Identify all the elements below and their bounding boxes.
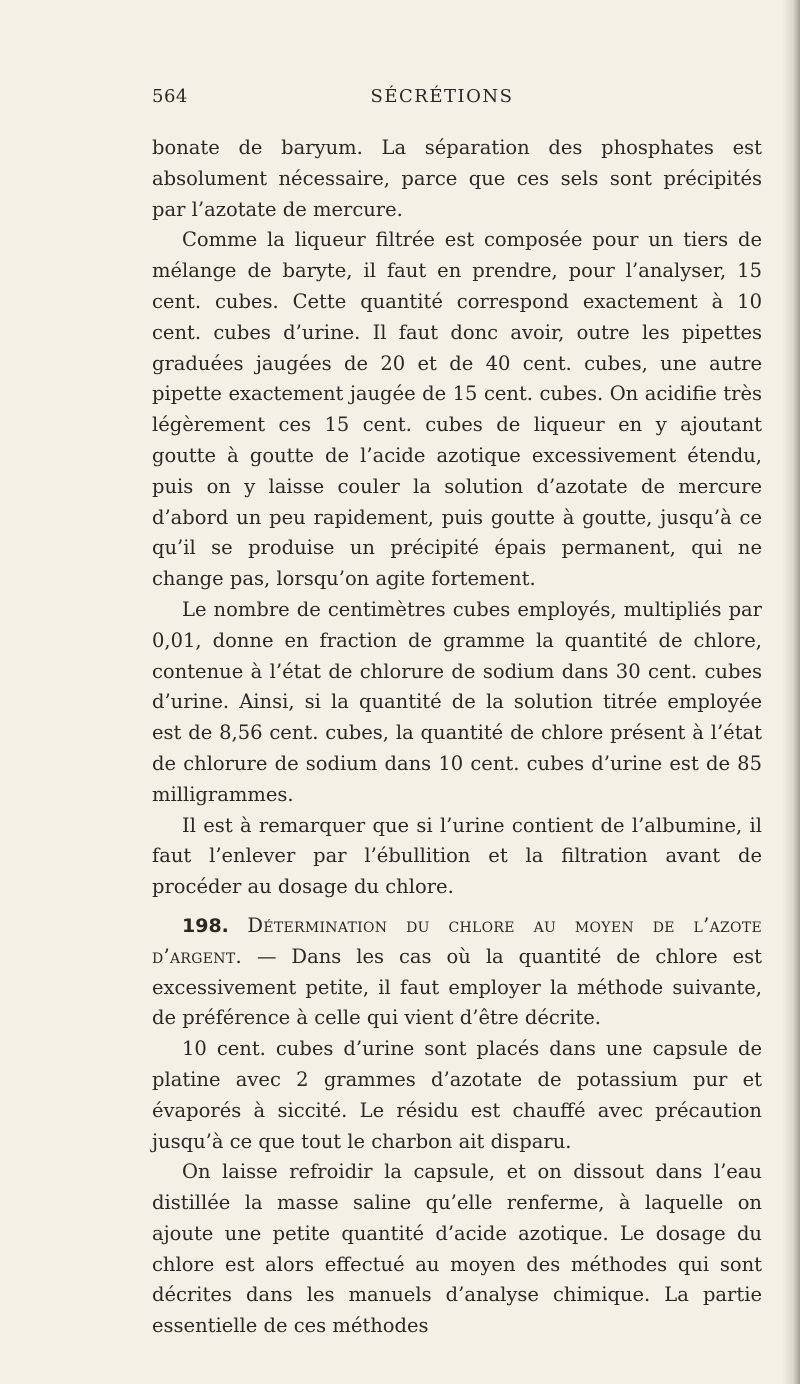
page-header	[152, 86, 732, 116]
section-number: 198.	[182, 914, 229, 937]
running-head: SÉCRÉTIONS	[370, 86, 514, 107]
page-edge-shadow	[782, 0, 800, 1384]
section-198	[152, 911, 762, 1034]
paragraph-1: bonate de baryum. La séparation des phosphates est absolument nécessaire, parce que ces sels sont précipités par l’azotate de mercure.	[152, 136, 762, 221]
paragraph-3: Le nombre de centimètres cubes employés, multipliés par 0,01, donne en fraction de gramme la quantité de chlore, contenue à l’état de chlorure de sodium dans 30 cent. cubes d’urine. Ainsi, si la quantité de la solution titrée employée est de 8,56 cent. cubes, la quantité de chlore présent à l’état de chlorure de sodium dans 10 cent. cubes d’urine est de 85 milligrammes.	[152, 597, 762, 806]
paragraph-4: Il est à remarquer que si l’urine contient de l’albumine, il faut l’enlever par l’ébullition et la filtration avant de procéder au dosage du chlore.	[152, 813, 762, 899]
page-body	[152, 133, 762, 1342]
paragraph-6: On laisse refroidir la capsule, et on dissout dans l’eau distillée la masse saline qu’elle renferme, à laquelle on ajoute une petite quantité d’acide azotique. Le dosage du chlore est alors effectué au moyen des méthodes qui sont décrites dans les manuels d’analyse chimique. La partie essentielle de ces méthodes	[152, 1160, 762, 1338]
paragraph-2: Comme la liqueur filtrée est composée pour un tiers de mélange de baryte, il faut en prendre, pour l’analyser, 15 cent. cubes. Cette quantité correspond exactement à 10 cent. cubes d’urine. Il faut donc avoir, outre les pipettes graduées jaugées de 20 et de 40 cent. cubes, une autre pipette exactement jaugée de 15 cent. cubes. On acidifie très légèrement ces 15 cent. cubes de liqueur en y ajoutant goutte à goutte de l’acide azotique excessivement étendu, puis on y laisse couler la solution d’azotate de mercure d’abord un peu rapidement, puis goutte à goutte, jusqu’à ce qu’il se produise un précipité épais permanent, qui ne change pas, lorsqu’on agite fortement.	[152, 228, 762, 591]
section-intro-text: — Dans les cas où la quantité de chlore est excessivement petite, il faut employer la méthode suivante, de préférence à celle qui vient d’être décrite.	[152, 944, 762, 1030]
paragraph-5: 10 cent. cubes d’urine sont placés dans une capsule de platine avec 2 grammes d’azotate de potassium pur et évaporés à siccité. Le résidu est chauffé avec précaution jusqu’à ce que tout le charbon ait disparu.	[152, 1037, 762, 1153]
page-number: 564	[152, 86, 188, 107]
section-title: Détermination du chlore au moyen de l’azote d’argent.	[152, 913, 762, 968]
